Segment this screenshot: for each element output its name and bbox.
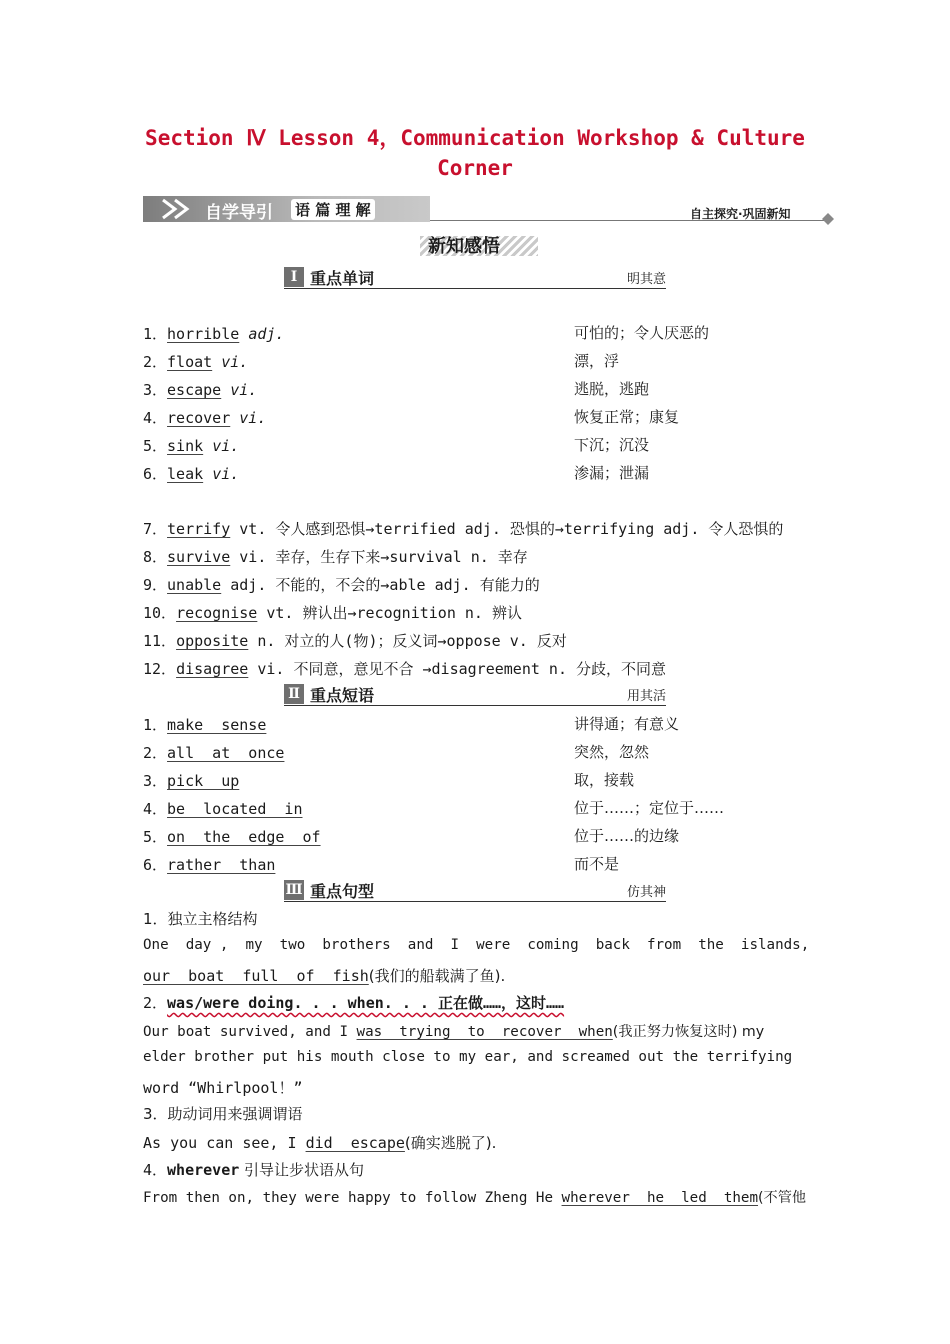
banner-right-label: 自主探究·巩固新知: [690, 207, 791, 221]
word-row-3: 3．escape vi.: [143, 381, 258, 399]
derivation-row-11: 11．opposite n. 对立的人(物)；反义词→oppose v. 反对: [143, 632, 567, 650]
pattern-4-example: From then on, they were happy to follow Zheng He wherever he led them(不管他: [143, 1190, 807, 1206]
section-header-2: [284, 682, 666, 706]
word-meaning-4: 恢复正常；康复: [574, 408, 680, 426]
pattern-1-example-line1: One day , my two brothers and I were coming back from the islands,: [143, 937, 810, 953]
phrase-row-4: 4．be located in: [143, 800, 303, 818]
word-row-2: 2．float vi.: [143, 353, 249, 371]
derivation-row-7: 7．terrify vt. 令人感到恐惧→terrified adj. 恐惧的→terrifying adj. 令人恐惧的: [143, 520, 784, 538]
phrase-row-3: 3．pick up: [143, 772, 240, 790]
section-header-3: [284, 878, 666, 902]
derivation-row-12: 12．disagree vi. 不同意，意见不合 →disagreement n. 分歧，不同意: [143, 660, 667, 678]
word-row-5: 5．sink vi.: [143, 437, 240, 455]
phrase-meaning-4: 位于……；定位于……: [574, 799, 725, 817]
subtitle: [410, 232, 540, 258]
word-meaning-5: 下沉；沉没: [574, 436, 650, 454]
pattern-1-heading: 1．独立主格结构: [143, 910, 258, 928]
derivation-row-10: 10．recognise vt. 辨认出→recognition n. 辨认: [143, 604, 522, 622]
word-meaning-2: 漂，浮: [574, 352, 620, 370]
word-row-4: 4．recover vi.: [143, 409, 267, 427]
word-row-6: 6．leak vi.: [143, 465, 240, 483]
phrase-meaning-2: 突然，忽然: [574, 743, 650, 761]
derivation-row-8: 8．survive vi. 幸存，生存下来→survival n. 幸存: [143, 548, 528, 566]
pattern-2-example-line1: Our boat survived, and I was trying to recover when(我正努力恢复这时) my: [143, 1024, 765, 1040]
derivation-row-9: 9．unable adj. 不能的，不会的→able adj. 有能力的: [143, 576, 540, 594]
section-hint: 仿其神: [626, 885, 666, 900]
pattern-1-example-line2: our boat full of fish(我们的船载满了鱼).: [143, 967, 506, 985]
section-hint: 用其活: [626, 689, 666, 704]
section-banner: [143, 196, 430, 222]
pattern-2-heading: 2．was/were doing. . . when. . . 正在做……，这时……: [143, 994, 565, 1012]
phrase-row-5: 5．on the edge of: [143, 828, 321, 846]
phrase-meaning-1: 讲得通；有意义: [574, 715, 680, 733]
page-title-line2: Corner: [437, 156, 513, 180]
section-number: Ⅱ: [284, 684, 304, 704]
section-label: 重点短语: [310, 686, 375, 705]
page-title-line1: Section Ⅳ Lesson 4，Communication Workshop & Culture: [145, 126, 805, 150]
banner-sub-label: 语 篇 理 解: [291, 199, 375, 220]
pattern-3-heading: 3．助动词用来强调谓语: [143, 1105, 303, 1123]
section-hint: 明其意: [626, 272, 666, 287]
phrase-row-1: 1．make sense: [143, 716, 267, 734]
pattern-4-heading: 4．wherever 引导让步状语从句: [143, 1161, 365, 1179]
word-row-1: 1．horrible adj.: [143, 325, 285, 343]
phrase-row-2: 2．all at once: [143, 744, 285, 762]
section-number: Ⅰ: [284, 267, 304, 287]
word-meaning-1: 可怕的；令人厌恶的: [574, 324, 710, 342]
double-chevron-icon: [161, 198, 201, 220]
section-header-1: [284, 265, 666, 289]
phrase-meaning-5: 位于……的边缘: [574, 827, 680, 845]
banner-label: 自学导引: [205, 203, 273, 223]
word-meaning-6: 渗漏；泄漏: [574, 464, 650, 482]
pattern-3-example: As you can see, I did escape(确实逃脱了).: [143, 1134, 497, 1152]
section-label: 重点句型: [310, 882, 375, 901]
subtitle-text: 新知感悟: [428, 236, 500, 257]
pattern-2-example-line3: word “Whirlpool！”: [143, 1079, 303, 1097]
diamond-icon: [822, 213, 834, 225]
section-number: Ⅲ: [285, 882, 303, 898]
phrase-row-6: 6．rather than: [143, 856, 276, 874]
phrase-meaning-3: 取，接载: [574, 771, 635, 789]
pattern-2-example-line2: elder brother put his mouth close to my ear, and screamed out the terrifying: [143, 1049, 793, 1065]
phrase-meaning-6: 而不是: [574, 855, 620, 873]
word-meaning-3: 逃脱，逃跑: [574, 380, 650, 398]
section-label: 重点单词: [310, 269, 375, 288]
